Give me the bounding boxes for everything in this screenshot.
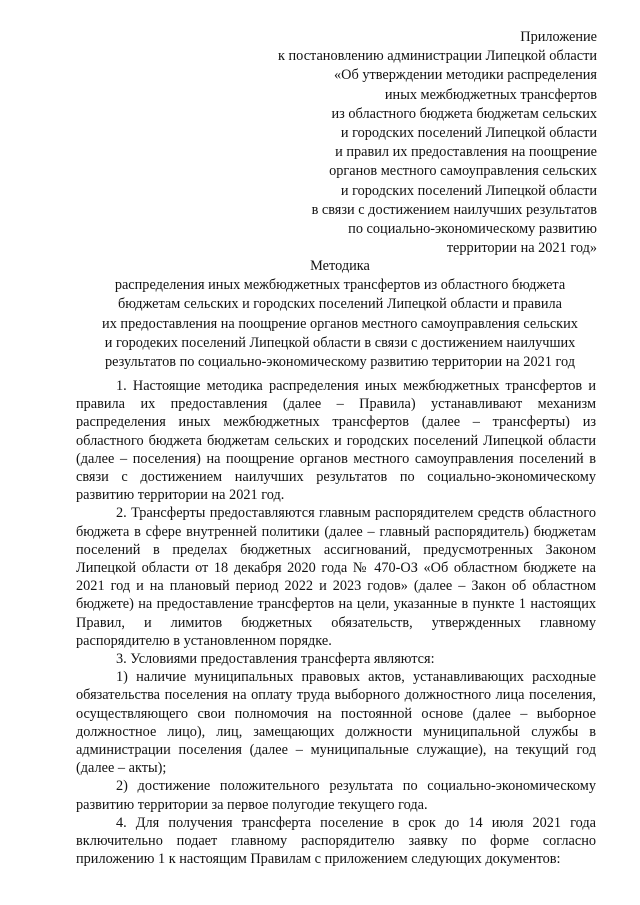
appendix-line: из областного бюджета бюджетам сельских xyxy=(331,105,597,122)
appendix-line: к постановлению администрации Липецкой области xyxy=(278,48,597,65)
appendix-line: и городских поселений Липецкой области xyxy=(340,182,597,199)
appendix-line: иных межбюджетных трансфертов xyxy=(384,86,597,103)
title-line: бюджетам сельских и городских поселений Липецкой области и правила xyxy=(117,296,563,313)
paragraph: 3. Условиями предоставления трансферта являются: xyxy=(116,651,435,668)
document-body xyxy=(76,377,596,868)
appendix-line: Приложение xyxy=(520,29,597,45)
paragraph: 2. Трансферты предоставляются главным распорядителем средств областного бюджета в сфере внутренней политики (далее – главный распорядитель) бюджетам поселений в пределах бюджетных ассигнований, предусмотренных Законом Липецкой области от 18 декабря 2020 года № 470-ОЗ «Об областном бюджете на 2021 год и на плановый период 2022 и 2023 годов» (далее – Закон об областном бюджете) на предоставление трансфертов на цели, указанные в пункте 1 настоящих Правил, и лимитов бюджетных обязательств, утвержденных главному распорядителю в установленном порядке. xyxy=(76,505,596,649)
appendix-line: «Об утверждении методики распределения xyxy=(334,67,597,84)
appendix-header xyxy=(177,28,597,258)
appendix-line: территории на 2021 год» xyxy=(446,240,597,257)
appendix-line: органов местного самоуправления сельских xyxy=(329,163,597,180)
paragraph: 2) достижение положительного результата по социально-экономическому развитию территории за первое полугодие текущего года. xyxy=(76,778,596,813)
paragraph: 1) наличие муниципальных правовых актов, устанавливающих расходные обязательства поселения на оплату труда выборного должностного лица поселения, осуществляющего свои полномочия на постоянной основе (далее – выборное должностное лицо), лиц, замещающих должности муниципальной службы в администрации поселения (далее – муниципальные служащие), на текущий год (далее – акты); xyxy=(76,669,596,777)
appendix-line: в связи с достижением наилучших результатов xyxy=(311,201,597,218)
appendix-line: и правил их предоставления на поощрение xyxy=(335,144,597,161)
paragraph: 1. Настоящие методика распределения иных межбюджетных трансфертов и правила их предоставления (далее – Правила) устанавливают механизм распределения иных межбюджетных трансфертов (далее – трансферты) из областного бюджета бюджетам сельских и городских поселений Липецкой области (далее – поселения) на поощрение органов местного самоуправления поселений в связи с достижением наилучших результатов по социально-экономическому развитию территории на 2021 год. xyxy=(76,378,596,504)
document-title xyxy=(50,257,630,372)
appendix-line: и городских поселений Липецкой области xyxy=(340,125,597,142)
appendix-line: по социально-экономическому развитию xyxy=(348,221,597,238)
title-line: Методика xyxy=(310,258,370,274)
title-line: распределения иных межбюджетных трансфертов из областного бюджета xyxy=(114,277,566,294)
title-line: и городеких поселений Липецкой области в связи с достижением наилучших xyxy=(104,334,576,351)
paragraph: 4. Для получения трансферта поселение в срок до 14 июля 2021 года включительно подает главному распорядителю заявку по форме согласно приложению 1 к настоящим Правилам с приложением следующих документов: xyxy=(76,814,596,868)
title-line: результатов по социально-экономическому развитию территории на 2021 год xyxy=(105,354,575,371)
title-line: их предоставления на поощрение органов местного самоуправления сельских xyxy=(102,315,578,332)
